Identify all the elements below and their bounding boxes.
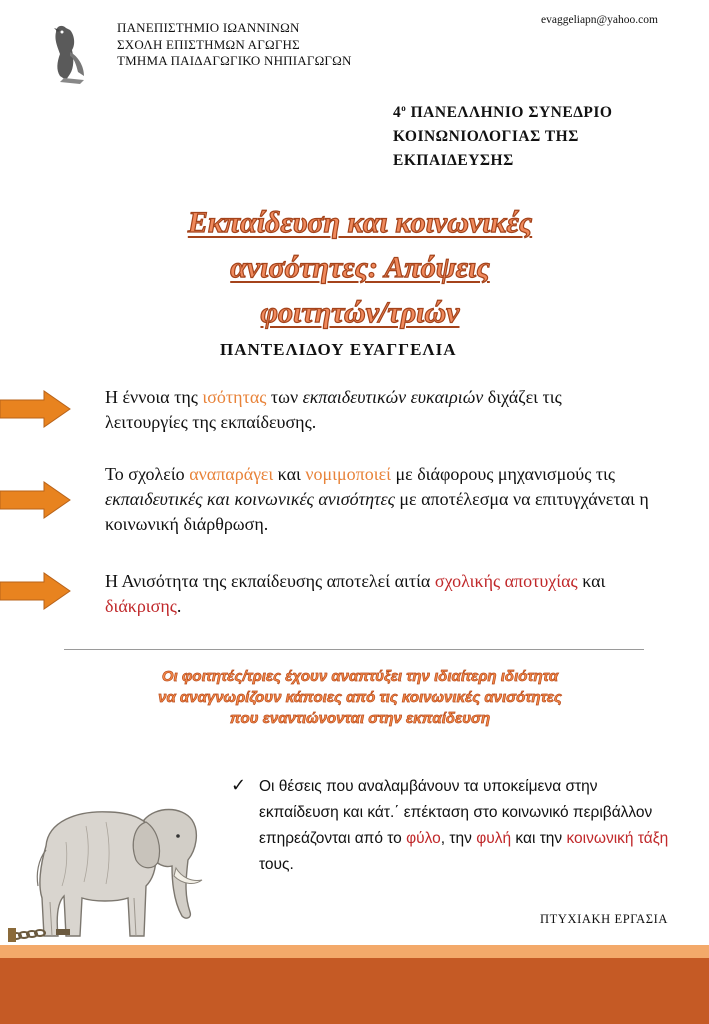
thesis-label: ΠΤΥΧΙΑΚΗ ΕΡΓΑΣΙΑ: [540, 912, 669, 926]
checkmark-icon: ✓: [231, 775, 247, 796]
point-3-text-a: Η Ανισότητα της εκπαίδευσης αποτελεί αιτία: [105, 571, 435, 591]
footer-band-dark: [0, 958, 709, 1024]
author-email: evaggeliapn@yahoo.com: [541, 14, 658, 26]
conference-ordinal-suffix: ο: [401, 103, 407, 113]
bullet-highlight-gender: φύλο: [406, 830, 441, 847]
key-finding-line-1: Οι φοιτητές/τριες έχουν αναπτύξει την ιδιαίτερη ιδιότητα: [161, 668, 559, 685]
footer-band-light: [0, 945, 709, 958]
point-1-text-a: Η έννοια της: [105, 387, 203, 407]
point-2-text-c: και: [273, 464, 306, 484]
point-2-text-a: Το σχολείο: [105, 464, 190, 484]
point-2-highlight-legitimizes: νομιμοποιεί: [305, 464, 391, 484]
bullet-text-c: , την: [440, 830, 477, 847]
key-finding: [80, 666, 640, 729]
bullet-highlight-race: φυλή: [476, 830, 512, 847]
point-school-reproduction: [105, 462, 665, 537]
bullet-highlight-social-class: κοινωνική τάξη: [566, 830, 669, 847]
bullet-positions: [259, 774, 669, 878]
poster-title-line-1: Εκπαίδευση και κοινωνικές: [187, 206, 533, 239]
point-equality: [105, 385, 645, 435]
point-1-text-c: των: [266, 387, 303, 407]
point-2-italic-inequalities: εκπαιδευτικές και κοινωνικές ανισότητες: [105, 489, 395, 509]
chained-elephant-icon: [6, 786, 212, 946]
point-2-text-g: με αποτέλεσμα να επιτυγχάνεται η κοινωνική διάρθρωση.: [105, 489, 649, 534]
right-arrow-icon: [0, 572, 72, 610]
key-finding-line-2: να αναγνωρίζουν κάποιες από τις κοινωνικές ανισότητες: [158, 689, 562, 706]
point-2-highlight-reproduces: αναπαράγει: [189, 464, 274, 484]
section-divider: [64, 649, 644, 650]
point-3-text-e: .: [176, 596, 182, 616]
point-3-text-c: και: [577, 571, 606, 591]
bullet-text-a: Οι θέσεις που αναλαμβάνουν τα υποκείμενα στην εκπαίδευση και κάτ.΄ επέκταση στο κοινωνικό περιβάλλον επηρεάζονται από το: [259, 778, 653, 847]
point-inequality-failure: [105, 569, 645, 619]
bullet-text-g: τους.: [259, 856, 294, 873]
conference-line-1: [393, 96, 612, 125]
point-1-highlight-equality: ισότητας: [202, 387, 267, 407]
bullet-text-e: και την: [511, 830, 567, 847]
point-3-highlight-discrimination: διάκρισης: [105, 596, 177, 616]
university-name: ΠΑΝΕΠΙΣΤΗΜΙΟ ΙΩΑΝΝΙΝΩΝ: [117, 20, 300, 35]
conference-line-1-text: ΠΑΝΕΛΛΗΝΙΟ ΣΥΝΕΔΡΙΟ: [406, 104, 613, 121]
point-1-italic-opportunities: εκπαιδευτικών ευκαιριών: [302, 387, 484, 407]
conference-ordinal: 4: [393, 104, 402, 121]
poster-title: [100, 200, 620, 335]
right-arrow-icon: [0, 481, 72, 519]
department-name: ΤΜΗΜΑ ΠΑΙΔΑΓΩΓΙΚΟ ΝΗΠΙΑΓΩΓΩΝ: [117, 53, 352, 68]
poster-title-line-3: φοιτητών/τριών: [260, 296, 460, 329]
conference-heading: [393, 96, 612, 173]
school-name: ΣΧΟΛΗ ΕΠΙΣΤΗΜΩΝ ΑΓΩΓΗΣ: [117, 36, 300, 52]
university-logo-owl-icon: [44, 22, 102, 84]
point-1-text-e: διχάζει τις λειτουργίες της εκπαίδευσης.: [105, 387, 562, 432]
point-2-text-e: με διάφορους μηχανισμούς τις: [390, 464, 616, 484]
conference-line-3: ΕΚΠΑΙΔΕΥΣΗΣ: [393, 152, 514, 169]
right-arrow-icon: [0, 390, 72, 428]
conference-line-2: ΚΟΙΝΩΝΙΟΛΟΓΙΑΣ ΤΗΣ: [393, 128, 579, 145]
university-heading: [117, 20, 352, 70]
poster-title-line-2: ανισότητες: Απόψεις: [230, 251, 490, 284]
key-finding-line-3: που εναντιώνονται στην εκπαίδευση: [229, 710, 491, 727]
author-name: ΠΑΝΤΕΛΙΔΟΥ ΕΥΑΓΓΕΛΙΑ: [220, 340, 457, 359]
point-3-highlight-school-failure: σχολικής αποτυχίας: [434, 571, 578, 591]
